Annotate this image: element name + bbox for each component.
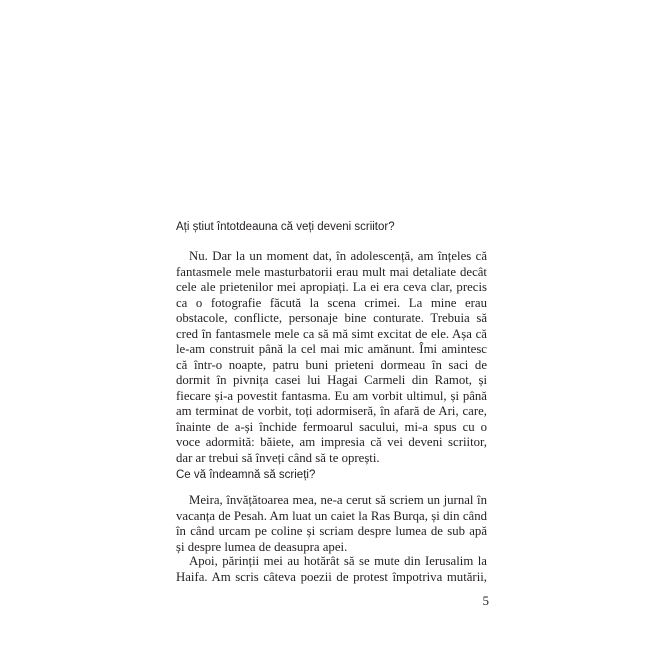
interview-question-heading: Ați știut întotdeauna că veți deveni scriitor?	[176, 221, 395, 233]
interview-question-heading: Ce vă îndeamnă să scrieți?	[176, 469, 316, 481]
answer-paragraph: Meira, învățătoarea mea, ne-a cerut să scriem un jurnal în vacanța de Pesah. Am luat un caiet la Ras Burqa, și din când în când urcam pe coline și scriam despre lumea de sub apă și despre lumea de deasupra apei.	[176, 493, 487, 554]
page-number: 5	[482, 593, 489, 608]
answer-paragraph: Apoi, părinții mei au hotărât să se mute din Ierusalim la Haifa. Am scris câteva poezii de protest împotriva mutării,	[176, 554, 487, 584]
answer-paragraph: Nu. Dar la un moment dat, în adolescență, am înțeles că fantasmele mele masturbatorii erau mult mai detaliate decât cele ale prietenilor mei apropiați. La ei era ceva clar, precis ca o fotografie făcută la scena crimei. La mine erau obstacole, conflicte, personaje bine conturate. Trebuia să cred în fantasmele mele ca să mă simt excitat de ele. Așa că le-am construit până la cel mai mic amănunt. Îmi amintesc că într-o noapte, patru buni prieteni dormeau în saci de dormit în pivnița casei lui Hagai Carmeli din Ramot, și fiecare și-a povestit fantasma. Eu am vorbit ultimul, și până am terminat de vorbit, toți adormiseră, în afară de Ari, care, înainte de a-și închide fermoarul sacului, mi-a spus cu o voce adormită: băiete, am impresia că vei deveni scriitor, dar ar trebui să înveți când să te oprești.	[176, 249, 487, 465]
